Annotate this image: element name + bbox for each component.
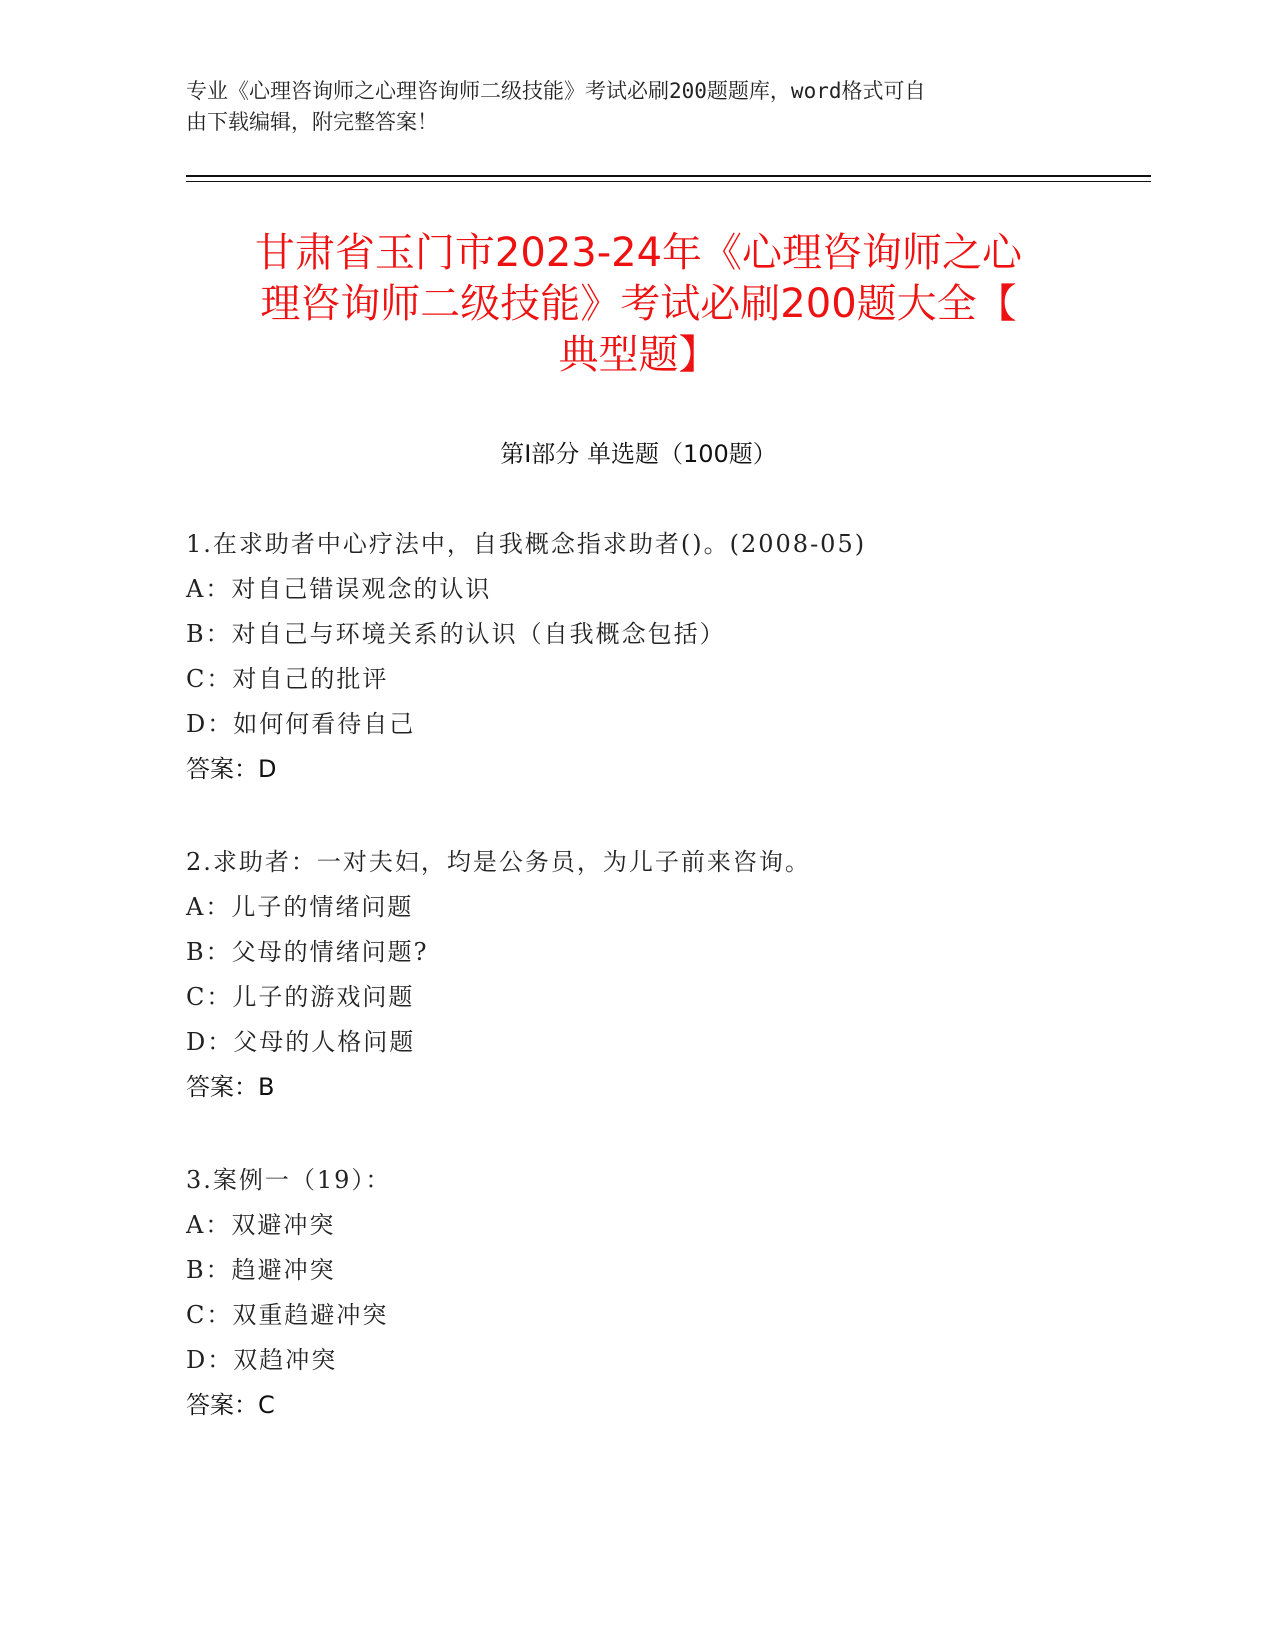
option-c: C：对自己的批评 xyxy=(186,665,389,693)
header-divider-thin xyxy=(186,181,1151,182)
question-item xyxy=(186,840,1091,1110)
question-item xyxy=(186,522,1091,792)
question-stem: 3.案例一（19）： xyxy=(186,1166,392,1194)
header-note xyxy=(186,76,1066,138)
header-divider-thick xyxy=(186,175,1151,177)
option-a: A：双避冲突 xyxy=(186,1211,336,1239)
header-note-line-2: 由下载编辑，附完整答案！ xyxy=(186,110,438,134)
document-title xyxy=(186,228,1091,381)
option-d: D：双趋冲突 xyxy=(186,1346,338,1374)
option-a: A：儿子的情绪问题 xyxy=(186,893,414,921)
option-c: C：儿子的游戏问题 xyxy=(186,983,415,1011)
section-heading: 第Ⅰ部分 单选题（100题） xyxy=(500,440,777,468)
answer-line: 答案：D xyxy=(186,755,277,783)
answer-line: 答案：C xyxy=(186,1391,275,1419)
option-d: D：父母的人格问题 xyxy=(186,1028,416,1056)
header-note-line-1: 专业《心理咨询师之心理咨询师二级技能》考试必刷200题题库，word格式可自 xyxy=(186,79,926,103)
option-b: B：父母的情绪问题? xyxy=(186,938,429,966)
option-d: D：如何何看待自己 xyxy=(186,710,416,738)
option-c: C：双重趋避冲突 xyxy=(186,1301,389,1329)
question-stem: 1.在求助者中心疗法中，自我概念指求助者()。(2008-05) xyxy=(186,530,867,558)
option-b: B：趋避冲突 xyxy=(186,1256,336,1284)
question-item xyxy=(186,1158,1091,1428)
document-title-line-3: 典型题】 xyxy=(558,332,719,378)
option-b: B：对自己与环境关系的认识（自我概念包括） xyxy=(186,620,726,648)
document-title-line-2: 理咨询师二级技能》考试必刷200题大全【 xyxy=(260,281,1017,327)
option-a: A：对自己错误观念的认识 xyxy=(186,575,492,603)
question-stem: 2.求助者：一对夫妇，均是公务员，为儿子前来咨询。 xyxy=(186,848,811,876)
document-title-line-1: 甘肃省玉门市2023-24年《心理咨询师之心 xyxy=(254,230,1023,276)
answer-line: 答案：B xyxy=(186,1073,275,1101)
